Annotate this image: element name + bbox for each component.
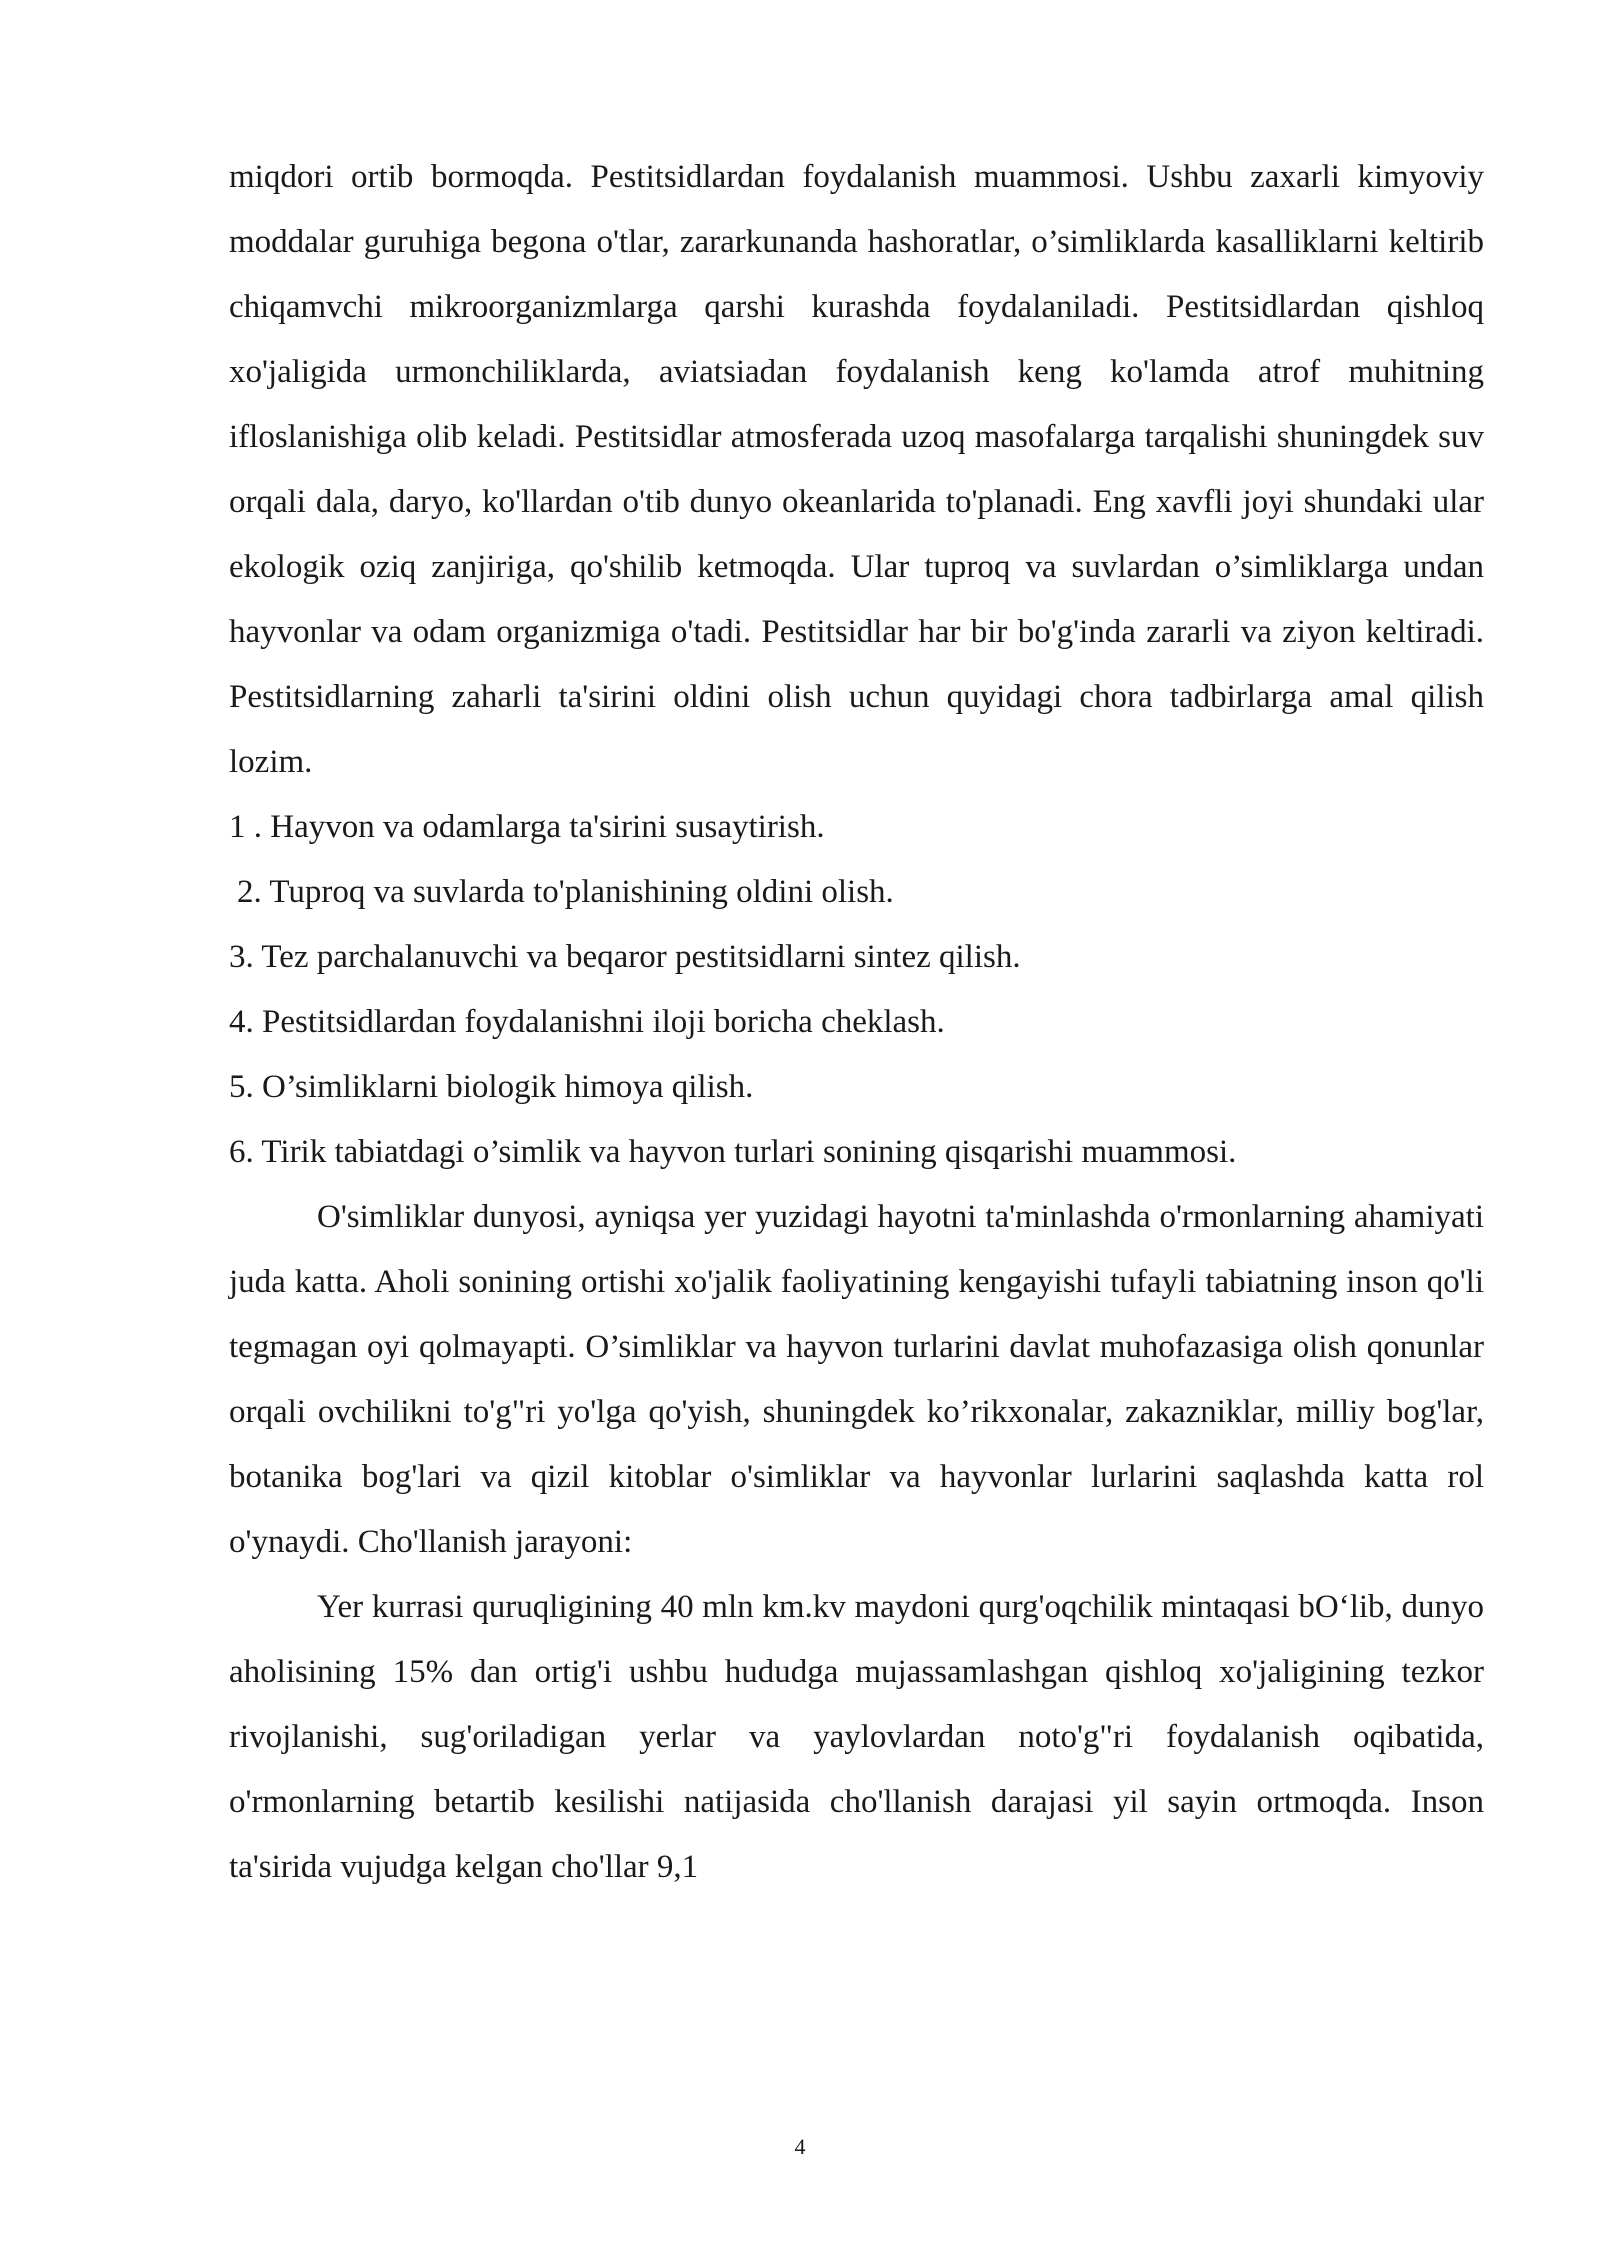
list-item: 2. Tuproq va suvlarda to'planishining oldini olish. [237,874,894,910]
document-body [229,145,1484,1900]
paragraph-pesticides: miqdori ortib bormoqda. Pestitsidlardan foydalanish muammosi. Ushbu zaxarli kimyoviy moddalar guruhiga begona o'tlar, zararkunanda hashoratlar, o’simliklarda kasalliklarni keltirib chiqamvchi mikroorganizmlarga qarshi kurashda foydalaniladi. Pestitsidlardan qishloq xo'jaligida urmonchiliklarda, aviatsiadan foydalanish keng ko'lamda atrof muhitning ifloslanishiga olib keladi. Pestitsidlar atmosferada uzoq masofalarga tarqalishi shuningdek suv orqali dala, daryo, ko'llardan o'tib dunyo okeanlarida to'planadi. Eng xavfli joyi shundaki ular ekologik oziq zanjiriga, qo'shilib ketmoqda. Ular tuproq va suvlardan o’simliklarga undan hayvonlar va odam organizmiga o'tadi. Pestitsidlar har bir bo'g'inda zararli va ziyon keltiradi. Pestitsidlarning zaharli ta'sirini oldini olish uchun quyidagi chora tadbirlarga amal qilish lozim. [229,159,1484,780]
list-item: 6. Tirik tabiatdagi o’simlik va hayvon turlari sonining qisqarishi muammosi. [229,1134,1237,1170]
list-item: 3. Tez parchalanuvchi va beqaror pestitsidlarni sintez qilish. [229,939,1021,975]
list-item: 1 . Hayvon va odamlarga ta'sirini susaytirish. [229,809,825,845]
measures-list [229,795,1484,1185]
list-item: 5. O’simliklarni biologik himoya qilish. [229,1069,754,1105]
list-item: 4. Pestitsidlardan foydalanishni iloji boricha cheklash. [229,1004,945,1040]
paragraph-desertification: Yer kurrasi quruqligining 40 mln km.kv maydoni qurg'oqchilik mintaqasi bO‘lib, dunyo aholisining 15% dan ortig'i ushbu hududga mujassamlashgan qishloq xo'jaligining tezkor rivojlanishi, sug'oriladigan yerlar va yaylovlardan noto'g"ri foydalanish oqibatida, o'rmonlarning betartib kesilishi natijasida cho'llanish darajasi yil sayin ortmoqda. Inson ta'sirida vujudga kelgan cho'llar 9,1 [229,1589,1484,1885]
paragraph-plants: O'simliklar dunyosi, ayniqsa yer yuzidagi hayotni ta'minlashda o'rmonlarning ahamiyati juda katta. Aholi sonining ortishi xo'jalik faoliyatining kengayishi tufayli tabiatning inson qo'li tegmagan oyi qolmayapti. O’simliklar va hayvon turlarini davlat muhofazasiga olish qonunlar orqali ovchilikni to'g"ri yo'lga qo'yish, shuningdek ko’rikxonalar, zakazniklar, milliy bog'lar, botanika bog'lari va qizil kitoblar o'simliklar va hayvonlar lurlarini saqlashda katta rol o'ynaydi. Cho'llanish jarayoni: [229,1199,1484,1560]
page-number: 4 [794,2134,806,2159]
